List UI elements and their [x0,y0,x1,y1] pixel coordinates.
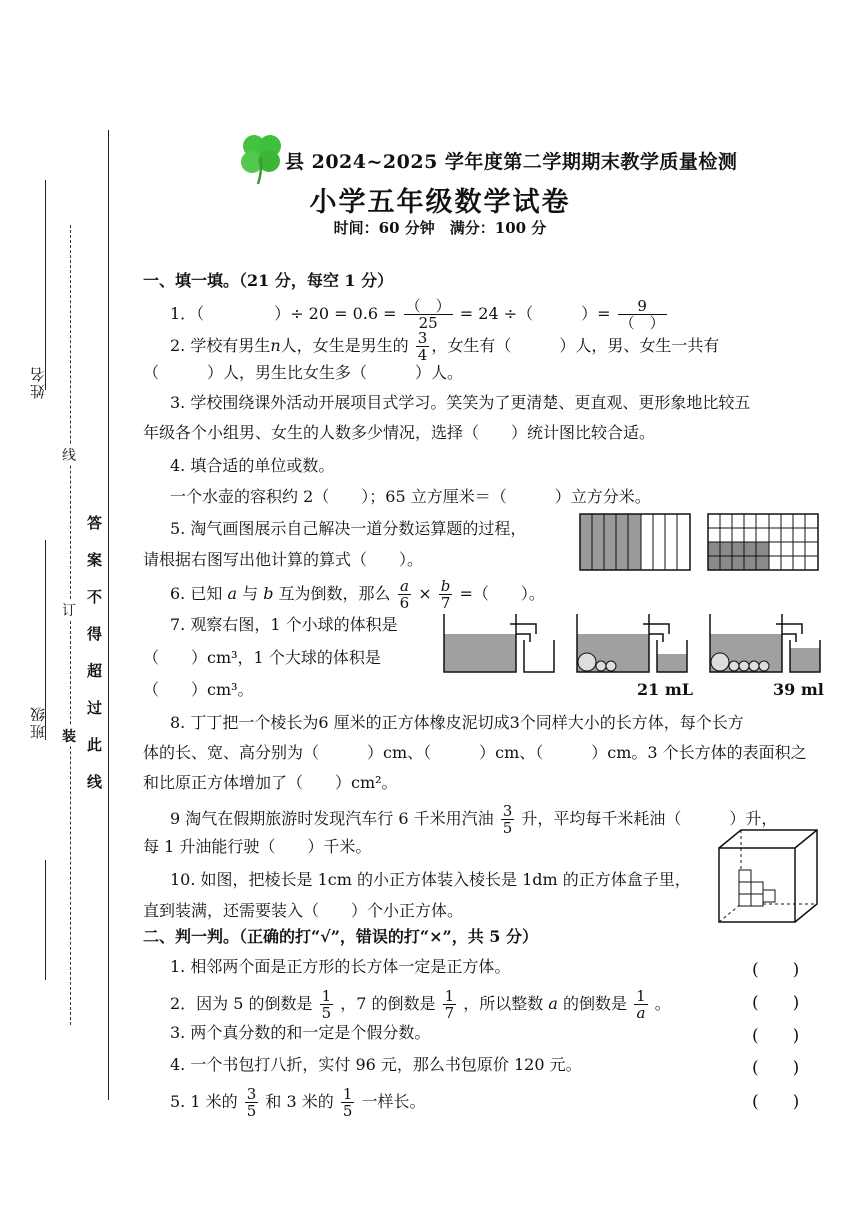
q4-line1: 4. 填合适的单位或数。 [170,456,335,475]
q7-beaker-a [440,612,558,674]
cut-mark-ding: 订 [62,600,76,620]
margin-dashed-line [70,225,71,1025]
judge-q3-answer-box[interactable]: ( ) [752,1026,800,1046]
q1-fraction-1: $\frac{( )}{25}$ [405,297,451,332]
seat-underline [45,860,46,980]
q7-label-b: 21 mL [637,680,694,699]
judge-q4-answer-box[interactable]: ( ) [752,1058,800,1078]
section2-heading: 二、判一判。（正确的打“√”，错误的打“×”，共 5 分） [143,927,539,946]
q5-diagram-left [579,513,691,571]
margin-solid-line [108,130,109,1100]
judge-q2-fraction-2: $\frac{1}{7}$ [444,987,455,1022]
q7-line3: （ ）cm³。 [143,680,254,699]
q3-line1: 3. 学校围绕课外活动开展项目式学习。笑笑为了更清楚、更直观、更形象地比较五 [170,393,751,412]
judge-q1: 1. 相邻两个面是正方形的长方体一定是正方体。 [170,957,511,976]
exam-title-line: 县 2024~2025 学年度第二学期期末教学质量检测 [285,151,738,173]
q3-line2: 年级各个小组男、女生的人数多少情况，选择（ ）统计图比较合适。 [143,423,656,442]
q10-cube-diagram [717,828,821,924]
q8-line2: 体的长、宽、高分别为（ ）cm、（ ）cm、（ ）cm。3 个长方体的表面积之 [143,743,807,762]
q7-beaker-c [706,612,824,674]
q8-line3: 和比原正方体增加了（ ）cm²。 [143,773,398,792]
q5-diagram-right [707,513,819,571]
judge-q5-fraction-2: $\frac{1}{5}$ [342,1085,353,1120]
judge-q4: 4. 一个书包打八折，实付 96 元，那么书包原价 120 元。 [170,1055,582,1074]
q6-fraction-b: $\frac{b}{7}$ [440,577,451,612]
judge-q3: 3. 两个真分数的和一定是个假分数。 [170,1023,431,1042]
q2-fraction: $\frac{3}{4}$ [417,329,428,364]
q9-line2: 每 1 升油能行驶（ ）千米。 [143,837,372,856]
paper-title: 小学五年级数学试卷 [309,187,571,218]
q5-line2: 请根据右图写出他计算的算式（ ）。 [143,550,424,569]
q2-line1: 2. 学校有男生n人，女生是男生的 $\frac{3}{4}$ ，女生有（ ）人，男、女生一共有 [170,329,720,364]
q7-label-c: 39 ml [773,680,824,699]
q7-beaker-b [573,612,691,674]
judge-q2-answer-box[interactable]: ( ) [752,993,800,1013]
exam-meta: 时间：60 分钟 满分：100 分 [333,219,547,237]
judge-q5: 5. 1 米的 $\frac{3}{5}$ 和 3 米的 $\frac{1}{5}$ 一样长。 [170,1085,426,1120]
q1-fraction-2: $\frac{9}{( )}$ [619,297,665,332]
judge-q2-fraction-3: $\frac{1}{a}$ [636,987,646,1022]
q8-line1: 8. 丁丁把一个棱长为6 厘米的正方体橡皮泥切成3个同样大小的长方体，每个长方 [170,713,744,732]
q9-fraction: $\frac{3}{5}$ [502,802,513,837]
class-label: 班级 [29,705,47,739]
cut-mark-xian: 线 [62,445,76,465]
q5-line1: 5. 淘气画图展示自己解决一道分数运算题的过程， [170,519,527,538]
q10-line1: 10. 如图，把棱长是 1cm 的小正方体装入棱长是 1dm 的正方体盒子里， [170,870,691,889]
q1: 1．（ ）÷ 20 = 0.6 = $\frac{( )}{25}$ = 24 ÷（ ）= $\frac{9}{( )}$ [170,297,665,332]
clover-logo [232,128,290,186]
q6: 6. 已知 a 与 b 互为倒数，那么 $\frac{a}{6}$ × $\frac{b}{7}$ =（ ）。 [170,577,545,612]
q6-fraction-a: $\frac{a}{6}$ [399,577,410,612]
q4-line2: 一个水壶的容积约 2（ ）；65 立方厘米＝（ ）立方分米。 [170,487,651,506]
judge-q5-fraction-1: $\frac{3}{5}$ [246,1085,257,1120]
q2-line2: （ ）人，男生比女生多（ ）人。 [143,363,464,382]
cut-mark-zhuang: 装 [62,726,76,746]
q10-line2: 直到装满，还需要装入（ ）个小正方体。 [143,901,464,920]
judge-q2-fraction-1: $\frac{1}{5}$ [321,987,332,1022]
section1-heading: 一、填一填。（21 分，每空 1 分） [143,271,394,290]
judge-q5-answer-box[interactable]: ( ) [752,1092,800,1112]
q7-line2: （ ）cm³，1 个大球的体积是 [143,648,381,667]
q7-line1: 7. 观察右图，1 个小球的体积是 [170,615,398,634]
name-label: 姓名 [29,365,47,399]
judge-q1-answer-box[interactable]: ( ) [752,960,800,980]
q9-line1: 9 淘气在假期旅游时发现汽车行 6 千米用汽油 $\frac{3}{5}$ 升，平均每千米耗油（ ）升， [170,802,778,837]
judge-q2: 2．因为 5 的倒数是 $\frac{1}{5}$ ，7 的倒数是 $\frac{1}{7}$ ，所以整数 a 的倒数是 $\frac{1}{a}$ 。 [170,987,671,1022]
margin-warning: 答案不得超过此线 [85,515,103,811]
